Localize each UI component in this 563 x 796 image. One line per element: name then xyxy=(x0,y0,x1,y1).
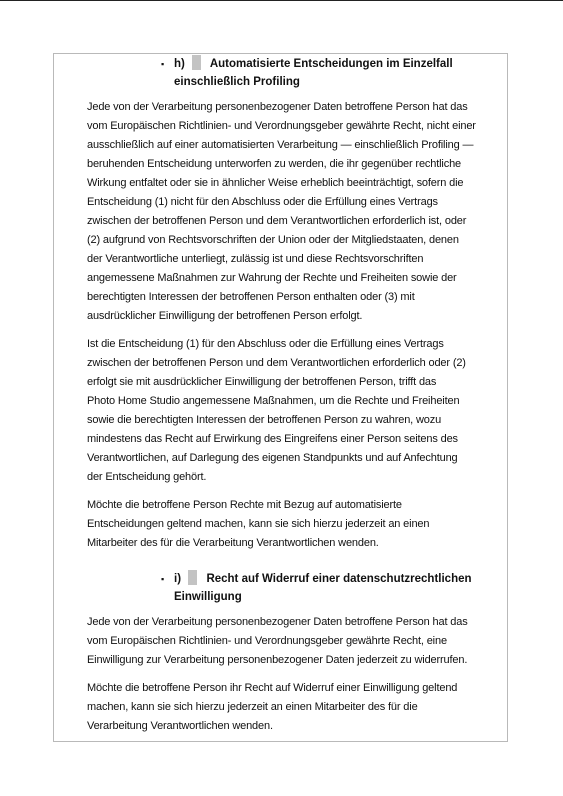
text-line: Entscheidungen geltend machen, kann sie sich hierzu jederzeit an einen xyxy=(87,518,430,530)
text-line: der Entscheidung gehört. xyxy=(87,471,207,483)
text-line: der Verantwortliche unterliegt, zulässig ist und diese Rechtsvorschriften xyxy=(87,253,424,265)
text-line: Möchte die betroffene Person ihr Recht auf Widerruf einer Einwilligung geltend xyxy=(87,682,458,694)
section-title-line1: Automatisierte Entscheidungen im Einzelfall xyxy=(209,58,453,70)
text-line: (2) aufgrund von Rechtsvorschriften der Union oder der Mitgliedstaaten, denen xyxy=(87,234,459,246)
section-number: h) xyxy=(174,58,185,70)
paragraph xyxy=(87,613,510,670)
section-heading-h xyxy=(161,55,510,91)
text-line: Einwilligung zur Verarbeitung personenbezogener Daten jederzeit zu widerrufen. xyxy=(87,654,468,666)
section-title-line2: Einwilligung xyxy=(174,591,242,603)
text-line: zwischen der betroffenen Person und dem Verantwortlichen erforderlich ist, oder xyxy=(87,215,467,227)
text-line: ausdrücklicher Einwilligung der betroffenen Person erfolgt. xyxy=(87,310,363,322)
text-line: Jede von der Verarbeitung personenbezogener Daten betroffene Person hat das xyxy=(87,101,468,113)
text-line: beruhenden Entscheidung unterworfen zu werden, die ihr gegenüber rechtliche xyxy=(87,158,462,170)
text-line: Verarbeitung Verantwortlichen wenden. xyxy=(87,720,273,732)
text-line: vom Europäischen Richtlinien- und Verordnungsgeber gewährte Recht, nicht einer xyxy=(87,120,476,132)
paragraph xyxy=(87,98,510,326)
text-line: zwischen der betroffenen Person und dem Verantwortlichen erforderlich oder (2) xyxy=(87,357,466,369)
text-line: angemessene Maßnahmen zur Wahrung der Rechte und Freiheiten sowie der xyxy=(87,272,457,284)
text-line: mindestens das Recht auf Erwirkung des Eingreifens einer Person seitens des xyxy=(87,433,458,445)
text-line: berechtigten Interessen der betroffenen Person enthalten oder (3) mit xyxy=(87,291,415,303)
text-line: Photo Home Studio angemessene Maßnahmen, um die Rechte und Freiheiten xyxy=(87,395,460,407)
text-line: Ist die Entscheidung (1) für den Abschluss oder die Erfüllung eines Vertrags xyxy=(87,338,444,350)
bullet-icon: ▪ xyxy=(161,574,165,584)
text-line: machen, kann sie sich hierzu jederzeit an einen Mitarbeiter des für die xyxy=(87,701,418,713)
heading-marker xyxy=(192,55,201,70)
section-number: i) xyxy=(174,573,182,585)
text-line: Verantwortlichen, auf Darlegung des eigenen Standpunkts und auf Anfechtung xyxy=(87,452,458,464)
bullet-icon: ▪ xyxy=(161,59,165,69)
text-line: vom Europäischen Richtlinien- und Verordnungsgeber gewährte Recht, eine xyxy=(87,635,447,647)
heading-marker xyxy=(188,570,197,585)
text-line: Mitarbeiter des für die Verarbeitung Verantwortlichen wenden. xyxy=(87,537,379,549)
text-line: Wirkung entfaltet oder sie in ähnlicher Weise erheblich beeinträchtigt, sofern die xyxy=(87,177,464,189)
document-content xyxy=(87,55,510,736)
text-line: Möchte die betroffene Person Rechte mit Bezug auf automatisierte xyxy=(87,499,402,511)
text-line: ausschließlich auf einer automatisierten Verarbeitung — einschließlich Profiling — xyxy=(87,139,474,151)
text-line: erfolgt sie mit ausdrücklicher Einwilligung der betroffenen Person, trifft das xyxy=(87,376,437,388)
text-line: sowie die berechtigten Interessen der betroffenen Person zu wahren, wozu xyxy=(87,414,442,426)
paragraph xyxy=(87,496,510,553)
paragraph xyxy=(87,335,510,487)
top-rule xyxy=(0,0,563,1)
section-title-line2: einschließlich Profiling xyxy=(174,76,300,88)
section-title-line1: Recht auf Widerruf einer datenschutzrechtlichen xyxy=(206,573,472,585)
section-heading-i xyxy=(161,570,510,606)
text-line: Jede von der Verarbeitung personenbezogener Daten betroffene Person hat das xyxy=(87,616,468,628)
paragraph xyxy=(87,679,510,736)
text-line: Entscheidung (1) nicht für den Abschluss oder die Erfüllung eines Vertrags xyxy=(87,196,438,208)
